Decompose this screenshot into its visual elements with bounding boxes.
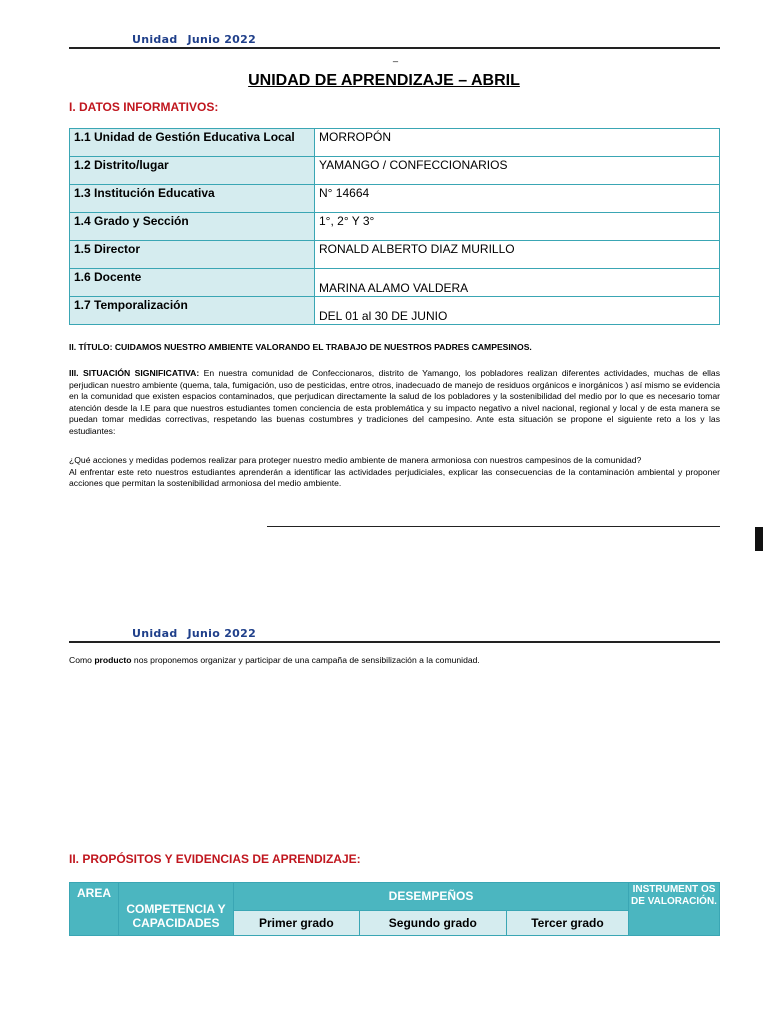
page-title: UNIDAD DE APRENDIZAJE – ABRIL (248, 72, 520, 89)
page-edge-marker (755, 527, 763, 551)
table-row (70, 185, 720, 213)
section-heading-datos: I. DATOS INFORMATIVOS: (69, 100, 219, 114)
info-label: 1.7 Temporalización (70, 297, 315, 325)
info-label: 1.5 Director (70, 241, 315, 269)
situacion-label: III. SITUACIÓN SIGNIFICATIVA: (69, 368, 200, 378)
info-label: 1.3 Institución Educativa (70, 185, 315, 213)
col-instrumentos: INSTRUMENT OS DE VALORACIÓN. (629, 883, 720, 936)
info-value: MARINA ALAMO VALDERA (315, 269, 720, 297)
info-value: MORROPÓN (315, 129, 720, 157)
header-rule (69, 47, 720, 49)
info-value: DEL 01 al 30 DE JUNIO (315, 297, 720, 325)
info-label: 1.1 Unidad de Gestión Educativa Local (70, 129, 315, 157)
info-label: 1.4 Grado y Sección (70, 213, 315, 241)
info-label: 1.6 Docente (70, 269, 315, 297)
reto-paragraph (69, 455, 720, 490)
situacion-text: En nuestra comunidad de Confeccionaros, distrito de Yamango, los pobladores realizan diferentes actividades, muchas de ellas perjudican nuestro ambiente (quema, tala, fumigación, uso de pesticidas, entre otros, inadecuado de manejo de residuos orgánicos e inorgánicos ) así mismo se evidencia en la comunidad que existen espacios contaminados, que perjudican directamente la salud de los pobladores y la sostenibilidad del medio por lo que es necesario tomar atención desde la I.E para que nuestros estudiantes tomen conciencia de esta problemática y su impacto negativo a nivel nacional, regional y local y de esta manera se puedan tomar medidas correctivas, respetando las buenas costumbres y tradiciones del campesino. Ante esta situación se propone el siguiente reto a los y las estudiantes: (69, 368, 720, 436)
producto-line (69, 655, 480, 665)
page-header (132, 33, 256, 46)
header-unit: Unidad (132, 33, 178, 46)
info-value: N° 14664 (315, 185, 720, 213)
info-value: RONALD ALBERTO DIAZ MURILLO (315, 241, 720, 269)
info-label: 1.2 Distrito/lugar (70, 157, 315, 185)
table-row (70, 297, 720, 325)
header-rule-2 (69, 641, 720, 643)
situacion-paragraph (69, 368, 720, 437)
header-date: Junio 2022 (187, 33, 257, 46)
col-segundo-grado: Segundo grado (359, 910, 506, 935)
propositos-table (69, 882, 720, 936)
table-row (70, 213, 720, 241)
stray-mark: _ (393, 52, 399, 62)
info-value: YAMANGO / CONFECCIONARIOS (315, 157, 720, 185)
info-value: 1°, 2° Y 3° (315, 213, 720, 241)
col-primer-grado: Primer grado (234, 910, 360, 935)
producto-bold: producto (94, 655, 132, 665)
col-competencia: COMPETENCIA Y CAPACIDADES (119, 883, 234, 936)
reto-question: ¿Qué acciones y medidas podemos realizar para proteger nuestro medio ambiente de manera armoniosa con nuestros campesinos de la comunidad? (69, 455, 642, 465)
page-header-2 (132, 627, 256, 640)
section-title: II. TÍTULO: CUIDAMOS NUESTRO AMBIENTE VALORANDO EL TRABAJO DE NUESTROS PADRES CAMPESINOS. (69, 342, 532, 352)
table-row (70, 157, 720, 185)
table-row (70, 129, 720, 157)
table-row (70, 241, 720, 269)
info-table (69, 128, 720, 325)
producto-post: nos proponemos organizar y participar de una campaña de sensibilización a la comunidad. (131, 655, 480, 665)
table-row (70, 269, 720, 297)
footer-rule (267, 526, 720, 527)
col-desempenos: DESEMPEÑOS (234, 883, 629, 911)
table-header-row (70, 883, 720, 911)
col-area: AREA (70, 883, 119, 936)
reto-text: Al enfrentar este reto nuestros estudiantes aprenderán a identificar las actividades perjudiciales, explicar las consecuencias de la contaminación ambiental y proponer acciones que permitan la sostenibilidad armoniosa del medio ambiente. (69, 466, 720, 488)
header-unit: Unidad (132, 627, 178, 640)
header-date: Junio 2022 (187, 627, 257, 640)
col-tercer-grado: Tercer grado (506, 910, 628, 935)
producto-pre: Como (69, 655, 95, 665)
section-heading-propositos: II. PROPÓSITOS Y EVIDENCIAS DE APRENDIZAJE: (69, 852, 361, 866)
